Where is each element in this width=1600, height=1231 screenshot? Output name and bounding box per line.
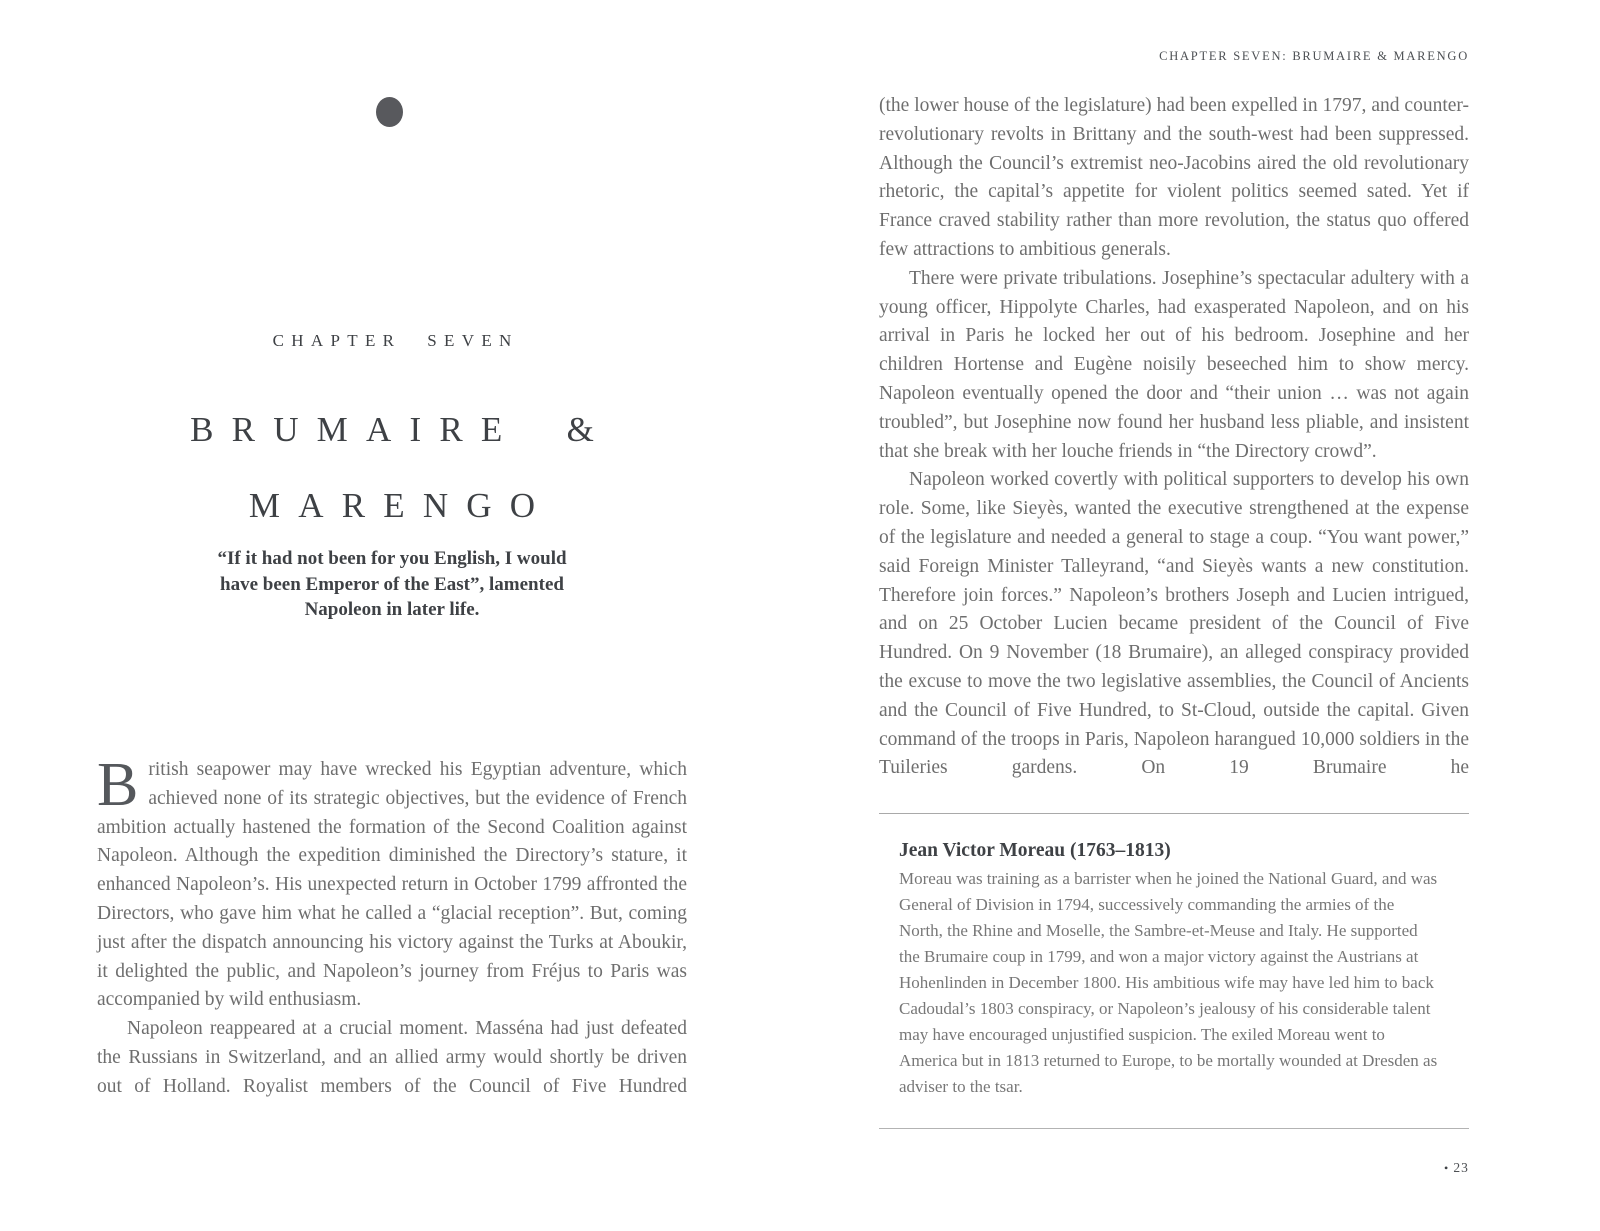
left-page-body bbox=[97, 751, 687, 1102]
body-paragraph: Napoleon reappeared at a crucial moment. Masséna had just defeated the Russians in Switzerland, and an allied army would shortly be driven out of Holland. Royalist members of the Council of Five Hundred bbox=[97, 1018, 687, 1097]
chapter-title-line2: MARENGO bbox=[248, 486, 554, 525]
right-page-body bbox=[879, 92, 1469, 1129]
paragraph-text: ritish seapower may have wrecked his Egyptian adventure, which achieved none of its strategic objectives, but the evidence of French ambition actually hastened the formation of the Second Coalition against Napoleon. Although the expedition diminished the Directory’s stature, it enhanced Napoleon’s. His unexpected return in October 1799 affronted the Directors, who gave him what he called a “glacial reception”. But, coming just after the dispatch announcing his victory against the Turks at Aboukir, it delighted the public, and Napoleon’s journey from Fréjus to Paris was accompanied by wild enthusiasm. bbox=[97, 759, 687, 1011]
epigraph-line: “If it had not been for you English, I would bbox=[217, 548, 567, 569]
epigraph-line: Napoleon in later life. bbox=[304, 599, 480, 620]
body-paragraph bbox=[97, 751, 687, 1015]
left-page bbox=[97, 0, 687, 1231]
body-paragraph: (the lower house of the legislature) had been expelled in 1797, and counter-revolutionary revolts in Brittany and the south-west had been suppressed. Although the Council’s extremist neo-Jacobins aired the old revolutionary rhetoric, the capital’s appetite for violent politics seemed sated. Yet if France craved stability rather than more revolution, the status quo offered few attractions to ambitious generals. bbox=[879, 95, 1469, 260]
moreau-sidebar-box bbox=[879, 813, 1469, 1129]
chapter-epigraph bbox=[97, 546, 687, 623]
right-page bbox=[879, 0, 1469, 1231]
chapter-ornament-dot-icon bbox=[376, 97, 403, 127]
chapter-title bbox=[97, 392, 687, 544]
epigraph-line: have been Emperor of the East”, lamented bbox=[220, 573, 564, 595]
sidebar-heading: Jean Victor Moreau (1763–1813) bbox=[899, 840, 1171, 862]
body-paragraph: Napoleon worked covertly with political supporters to develop his own role. Some, like Sieyès, wanted the executive strengthened at the expense of the legislature and needed a general to stage a coup. “You want power,” said Foreign Minister Talleyrand, “and Sieyès wants a new constitution. Therefore join forces.” Napoleon’s brothers Joseph and Lucien intrigued, and on 25 October Lucien became president of the Council of Five Hundred. On 9 November (18 Brumaire), an alleged conspiracy provided the excuse to move the two legislative assemblies, the Council of Ancients and the Council of Five Hundred, to St-Cloud, outside the capital. Given command of the troops in Paris, Napoleon harangued 10,000 soldiers in the Tuileries gardens. On 19 Brumaire he bbox=[879, 469, 1469, 779]
chapter-kicker: CHAPTER SEVEN bbox=[272, 331, 519, 350]
drop-cap: B bbox=[97, 751, 139, 819]
sidebar-text: Moreau was training as a barrister when he joined the National Guard, and was General of Division in 1794, successively commanding the armies of the North, the Rhine and Moselle, the Sambre-et-Meuse and Italy. He supported the Brumaire coup in 1799, and won a major victory against the Austrians at Hohenlinden in December 1800. His ambitious wife may have led him to back Cadoudal’s 1803 conspiracy, or Napoleon’s jealousy of his considerable talent may have encouraged unjustified suspicion. The exiled Moreau went to America but in 1813 returned to Europe, to be mortally wounded at Dresden as adviser to the tsar. bbox=[899, 869, 1438, 1097]
page-number-bullet-icon: • bbox=[1444, 1161, 1450, 1175]
body-paragraph: There were private tribulations. Josephine’s spectacular adultery with a young officer, Hippolyte Charles, had exasperated Napoleon, and on his arrival in Paris he locked her out of his bedroom. Josephine and her children Hortense and Eugène noisily beseeched him to show mercy. Napoleon eventually opened the door and “their union … was not again troubled”, but Josephine now found her husband less pliable, and insistent that she break with her louche friends in “the Directory crowd”. bbox=[879, 267, 1469, 462]
running-head: CHAPTER SEVEN: BRUMAIRE & MARENGO bbox=[1159, 49, 1469, 63]
chapter-title-line1: BRUMAIRE & bbox=[190, 410, 613, 449]
page-number-value: 23 bbox=[1453, 1160, 1469, 1175]
page-number bbox=[1444, 1160, 1469, 1176]
